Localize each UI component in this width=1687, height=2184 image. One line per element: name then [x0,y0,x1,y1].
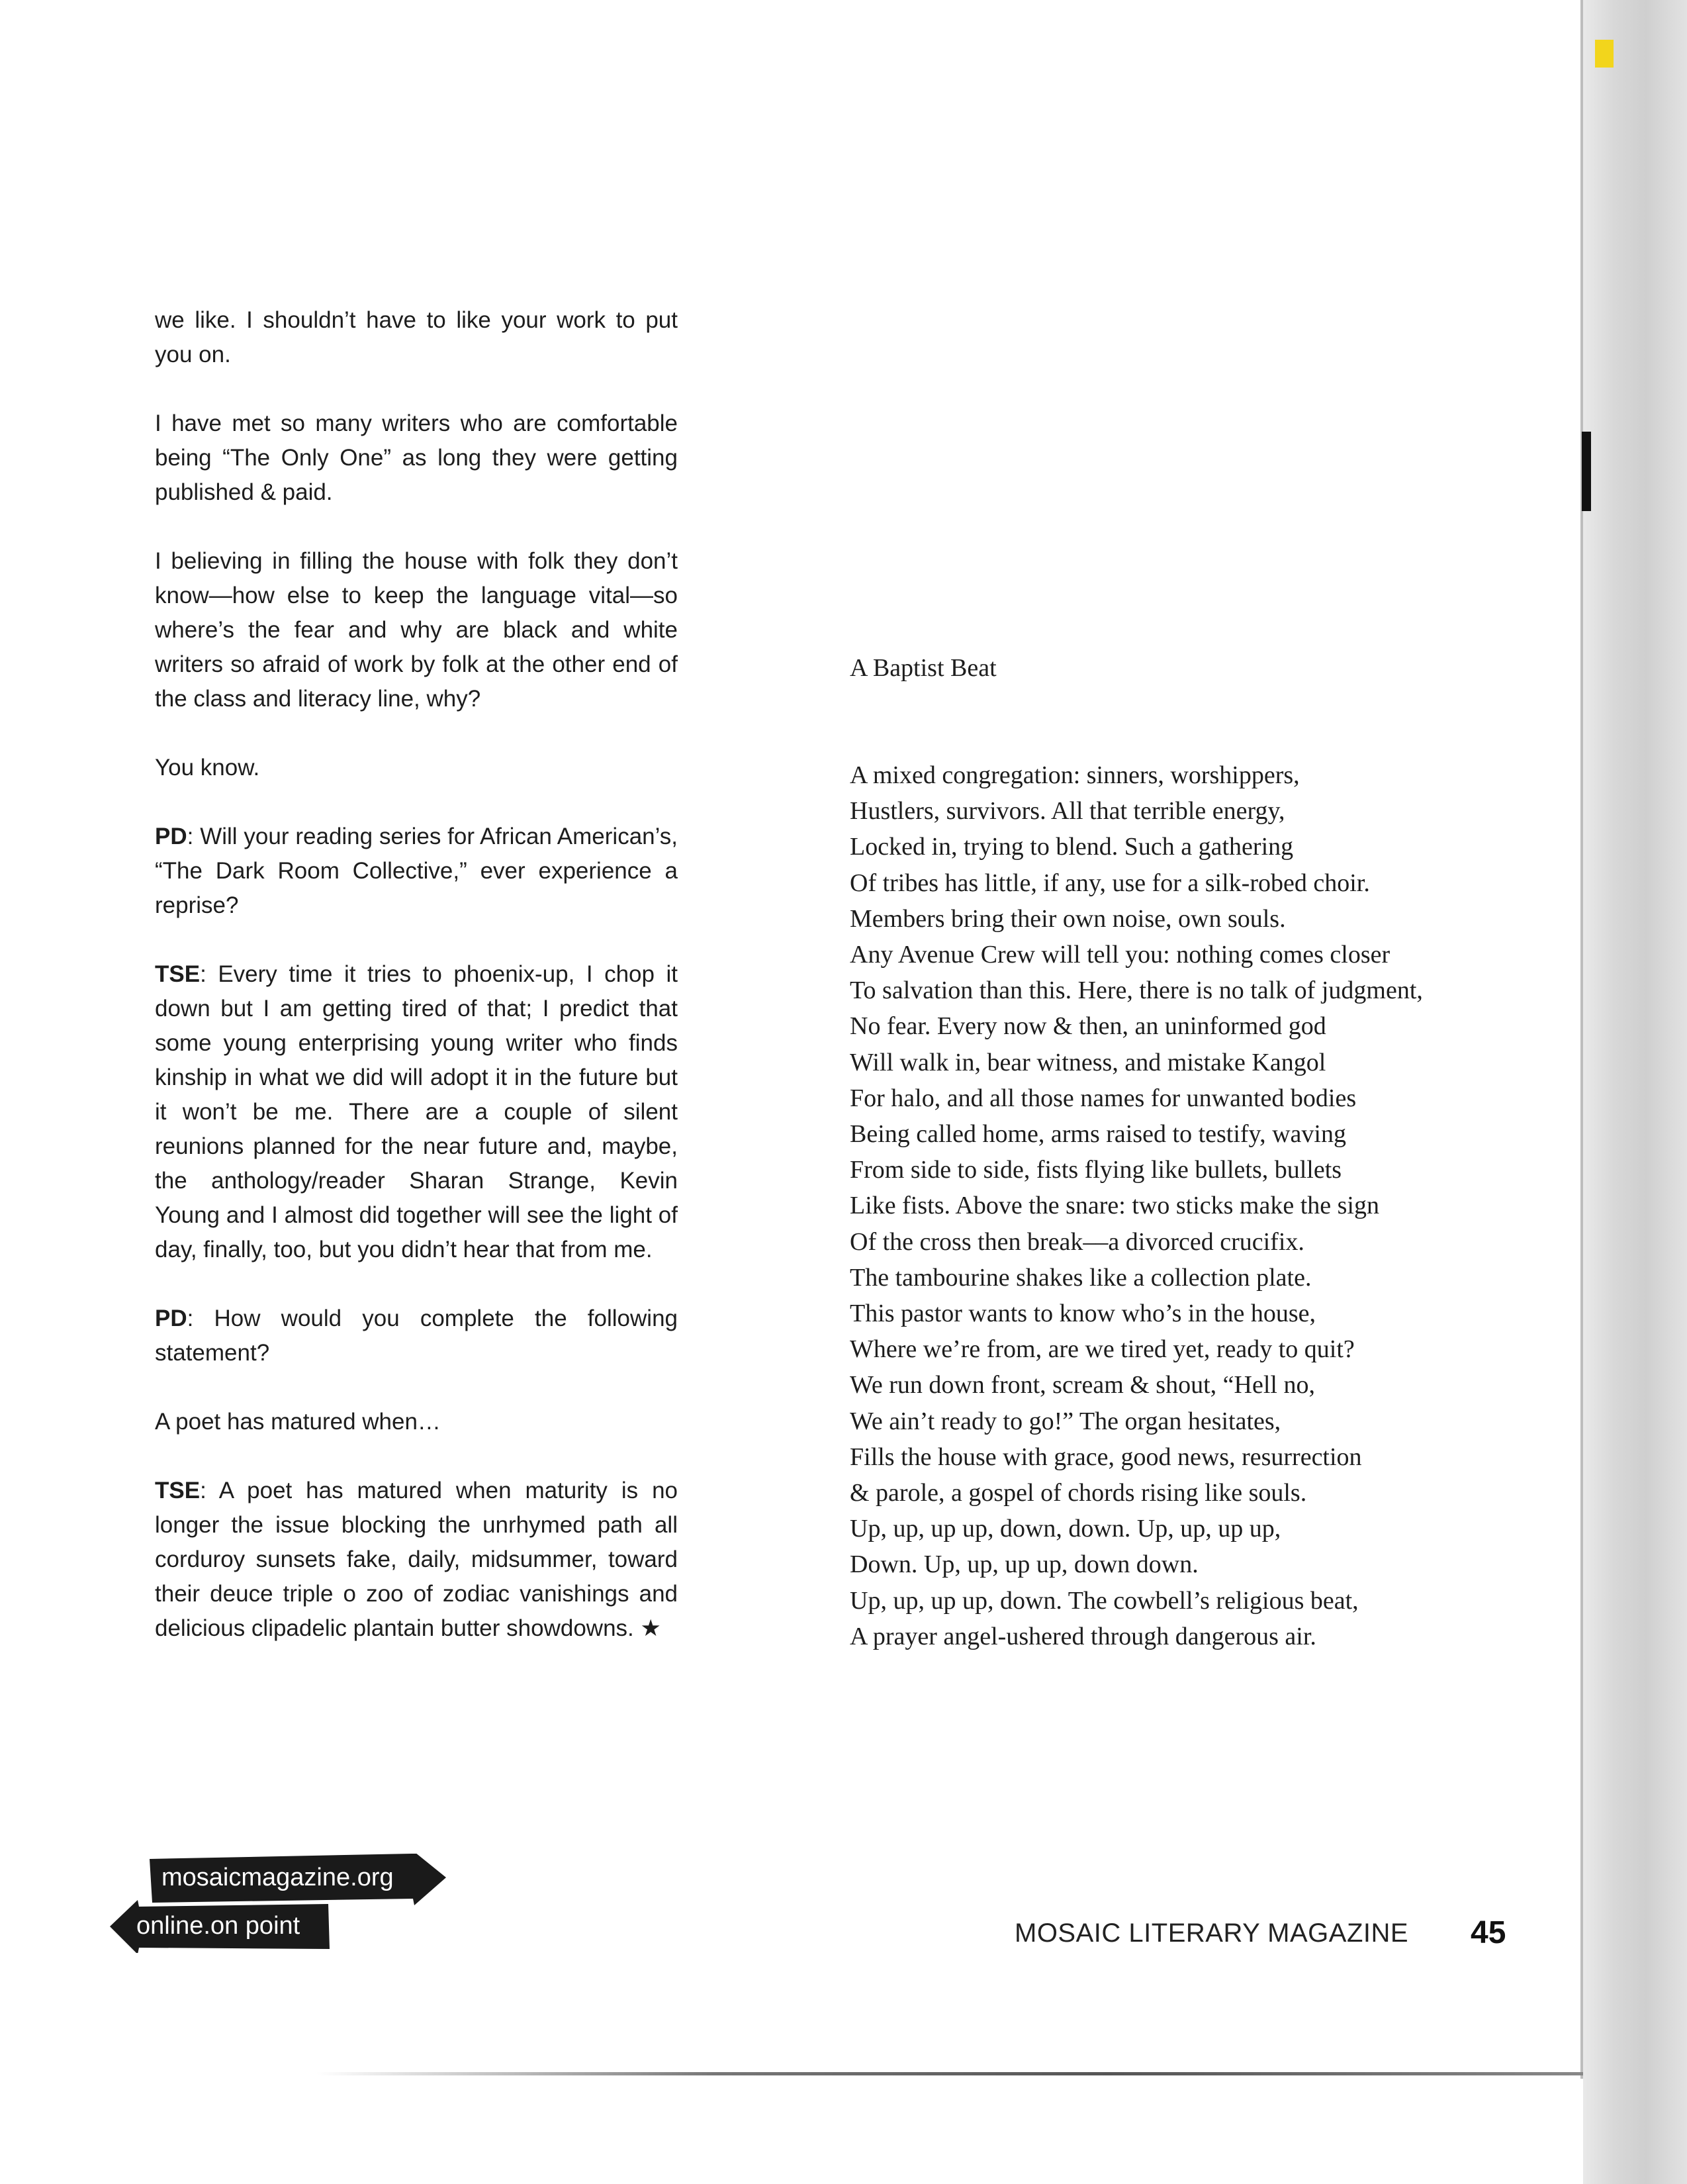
poem-line: Being called home, arms raised to testify, waving [850,1120,1346,1149]
poem-line: Of tribes has little, if any, use for a silk-robed choir. [850,869,1370,897]
poem-line: The tambourine shakes like a collection plate. [850,1263,1312,1292]
site-badge[interactable] [147,1854,451,1907]
page-bottom-edge [0,2072,1583,2075]
answer-text: : A poet has matured when maturity is no longer the issue blocking the unrhymed path all corduroy sunsets fake, daily, midsummer, toward their deuce triple o zoo of zodiac vanishings and delicious clipadelic plantain butter showdowns. ★ [155,1478,678,1641]
answer-text: : Every time it tries to phoenix-up, I chop it down but I am getting tired of that; I predict that some young enterprising young writer who finds kinship in what we did will adopt it in the future but it won’t be me. There are a couple of silent reunions planned for the near future and, maybe, the anthology/reader Sharan Strange, Kevin Young and I almost did together will see the light of day, finally, too, but you didn’t hear that from me. [155,961,678,1262]
poem-line: From side to side, fists flying like bullets, bullets [850,1156,1342,1184]
page-number: 45 [1471,1915,1506,1950]
interview-question [155,820,678,923]
interview-paragraph: we like. I shouldn’t have to like your work to put you on. [155,307,678,367]
poem-line: A mixed congregation: sinners, worshippers, [850,761,1300,789]
poem-title: A Baptist Beat [850,654,997,682]
site-badge-label: mosaicmagazine.org [161,1864,394,1891]
poem-line: Locked in, trying to blend. Such a gathering [850,833,1294,861]
poem-line: & parole, a gospel of chords rising like souls. [850,1479,1307,1507]
interview-paragraph: You know. [155,755,260,781]
magazine-title: MOSAIC LITERARY MAGAZINE [1015,1919,1409,1948]
interview-paragraph: I believing in filling the house with folk they don’t know—how else to keep the language vital—so where’s the fear and why are black and white writers so afraid of work by folk at the other end of the class and literacy line, why? [155,548,678,712]
scan-page-edge [1583,0,1687,2184]
poem-line: Hustlers, survivors. All that terrible energy, [850,797,1285,826]
poem-line: We run down front, scream & shout, “Hell no, [850,1371,1315,1400]
poem-line: We ain’t ready to go!” The organ hesitates, [850,1407,1281,1435]
interview-paragraph: I have met so many writers who are comfortable being “The Only One” as long they were getting published & paid. [155,410,678,505]
scan-edge-line [1580,0,1583,2079]
poem-line: This pastor wants to know who’s in the house, [850,1300,1316,1328]
poem-line: For halo, and all those names for unwanted bodies [850,1084,1357,1112]
speaker-label: PD [155,1306,187,1331]
tagline-badge[interactable] [109,1900,334,1953]
poem-line: Up, up, up up, down. The cowbell’s religious beat, [850,1586,1359,1615]
speaker-label: PD [155,824,187,849]
speaker-label: TSE [155,961,201,987]
interview-answer [155,1474,678,1646]
poem-line: Down. Up, up, up up, down down. [850,1550,1199,1579]
poem-body [850,757,1578,1654]
poem-line: Fills the house with grace, good news, resurrection [850,1443,1362,1471]
poem-line: Any Avenue Crew will tell you: nothing comes closer [850,941,1391,969]
interview-paragraph: A poet has matured when… [155,1409,441,1435]
poem-line: A prayer angel-ushered through dangerous air. [850,1622,1316,1650]
poem-line: Of the cross then break––a divorced crucifix. [850,1227,1304,1256]
poem-line: Will walk in, bear witness, and mistake Kangol [850,1048,1326,1076]
poem-line: To salvation than this. Here, there is no talk of judgment, [850,976,1423,1005]
yellow-tab-marker [1595,40,1614,68]
poem-line: Members bring their own noise, own souls. [850,904,1286,933]
poem-line: No fear. Every now & then, an uninformed god [850,1012,1326,1041]
speaker-label: TSE [155,1478,201,1503]
interview-answer [155,957,678,1267]
interview-question [155,1302,678,1370]
black-edge-mark [1582,432,1591,511]
question-text: : How would you complete the following statement? [155,1306,678,1366]
poem-line: Up, up, up up, down, down. Up, up, up up, [850,1515,1281,1543]
tagline-badge-label: online.on point [136,1912,300,1940]
interview-column [155,303,678,1680]
poem-line: Where we’re from, are we tired yet, ready to quit? [850,1335,1355,1364]
question-text: : Will your reading series for African American’s, “The Dark Room Collective,” ever experience a reprise? [155,824,678,918]
poem-line: Like fists. Above the snare: two sticks make the sign [850,1192,1379,1220]
